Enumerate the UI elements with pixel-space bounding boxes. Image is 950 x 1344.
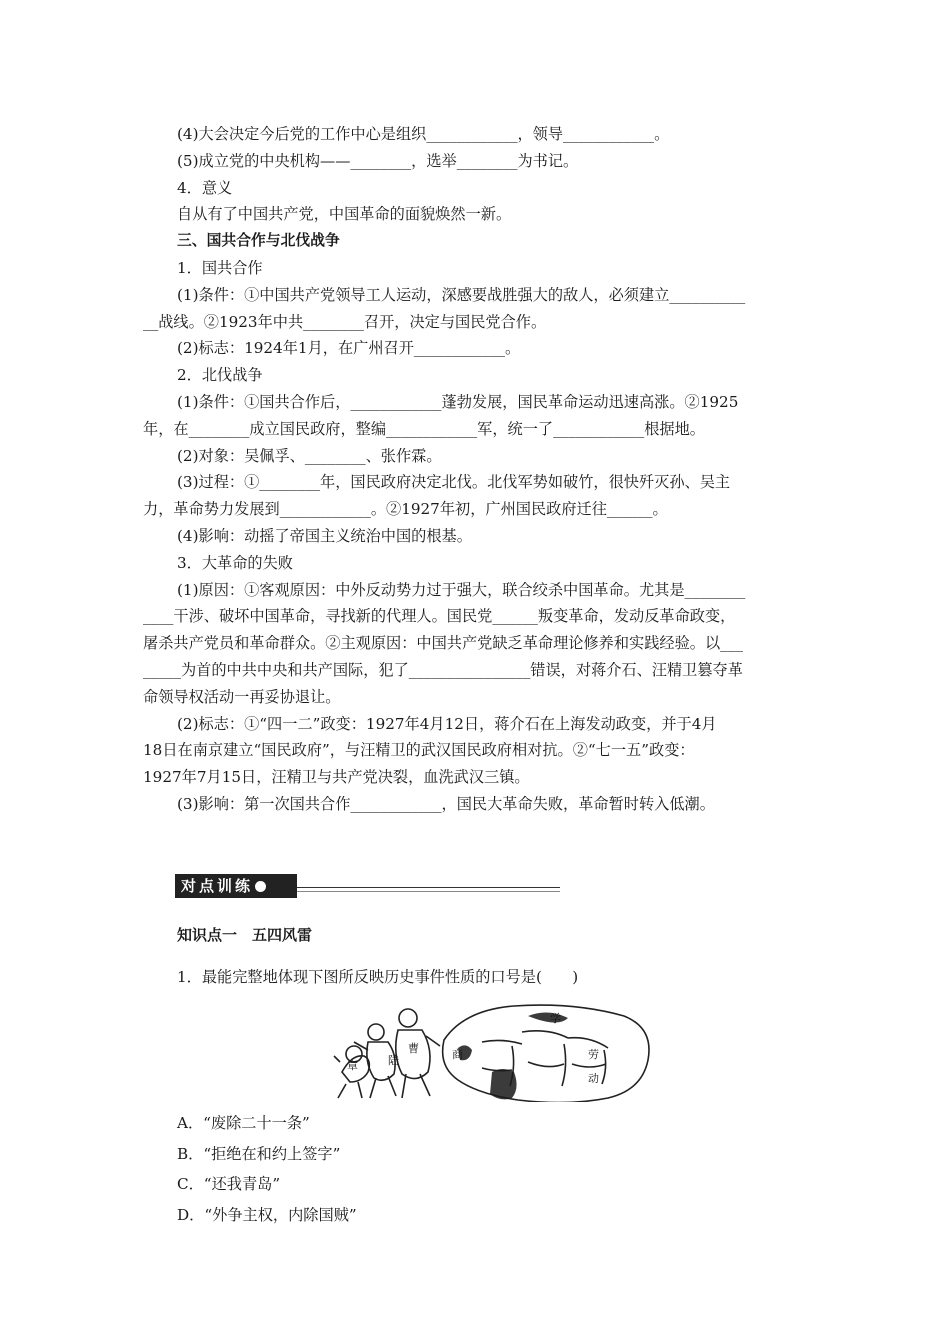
text-line: 自从有了中国共产党，中国革命的面貌焕然一新。	[177, 205, 512, 224]
label-xue: 学	[550, 1012, 561, 1025]
body-text	[143, 121, 807, 818]
option-b[interactable]: B．“拒绝在和约上签字”	[177, 1144, 341, 1163]
option-d[interactable]: D．“外争主权，内除国贼”	[177, 1205, 357, 1224]
text-line: _____为首的中共中央和共产国际，犯了________________错误，对蒋介石、汪精卫篡夺革	[143, 660, 743, 679]
label-shang: 商	[452, 1048, 463, 1061]
text-line: (1)条件：①国共合作后，____________蓬勃发展，国民革命运动迅速高涨。②1925	[177, 392, 739, 411]
banner-dot-icon	[255, 881, 266, 892]
label-cao: 曹	[408, 1042, 419, 1055]
text-line: 年，在________成立国民政府，整编____________军，统一了____________根据地。	[143, 419, 705, 438]
text-line: (2)标志：①“四一二”政变：1927年4月12日，蒋介石在上海发动政变，并于4月	[177, 714, 717, 733]
text-line: (2)标志：1924年1月，在广州召开____________。	[177, 339, 521, 358]
text-line: 1927年7月15日，汪精卫与共产党决裂，血洗武汉三镇。	[143, 768, 530, 787]
text-line: (5)成立党的中央机构——________，选举________为书记。	[177, 151, 579, 170]
text-line: (3)过程：①________年，国民政府决定北伐。北伐军势如破竹，很快歼灭孙、吴主	[177, 473, 731, 492]
fist-cartoon-illustration	[332, 1002, 650, 1102]
text-line: 2．北伐战争	[177, 366, 263, 385]
option-a[interactable]: A．“废除二十一条”	[177, 1114, 310, 1132]
label-zhang: 章	[347, 1059, 358, 1072]
text-line: (4)大会决定今后党的工作中心是组织____________，领导____________。	[177, 125, 670, 143]
text-line: ____干涉、破坏中国革命，寻找新的代理人。国民党______叛变革命，发动反革命政变，	[143, 607, 736, 626]
text-line: (3)影响：第一次国共合作____________，国民大革命失败，革命暂时转入低潮。	[177, 794, 715, 813]
text-line: __战线。②1923年中共________召开，决定与国民党合作。	[143, 312, 547, 331]
banner-text: 对点训练	[181, 877, 254, 895]
section-heading: 三、国共合作与北伐战争	[177, 232, 340, 250]
cartoon-figure	[332, 1002, 650, 1102]
text-line: 命领导权活动一再妥协退让。	[143, 687, 341, 706]
text-line: (2)对象：吴佩孚、________、张作霖。	[177, 446, 442, 465]
knowledge-point-heading: 知识点一 五四风雷	[177, 926, 313, 944]
text-line: 力，革命势力发展到____________。②1927年初，广州国民政府迁往______。	[143, 500, 668, 519]
answer-options	[177, 1108, 357, 1230]
text-line: 18日在南京建立“国民政府”，与汪精卫的武汉国民政府相对抗。②“七一五”政变：	[143, 741, 695, 760]
option-c[interactable]: C．“还我青岛”	[177, 1175, 281, 1193]
label-dong: 动	[588, 1072, 599, 1085]
banner-label	[175, 874, 297, 898]
text-line: 屠杀共产党员和革命群众。②主观原因：中国共产党缺乏革命理论修养和实践经验。以___	[143, 634, 743, 653]
practice-banner	[175, 874, 560, 900]
label-lu: 陆	[388, 1054, 399, 1067]
text-line: (1)原因：①客观原因：中外反动势力过于强大，联合绞杀中国革命。尤其是________	[177, 580, 746, 599]
label-lao: 劳	[588, 1048, 599, 1061]
text-line: 3．大革命的失败	[177, 553, 293, 572]
banner-rule	[297, 887, 560, 888]
banner-rule-thin	[297, 891, 560, 892]
text-line: 4．意义	[177, 178, 233, 197]
text-line: (1)条件：①中国共产党领导工人运动，深感要战胜强大的敌人，必须建立__________	[177, 285, 746, 304]
question-stem: 1．最能完整地体现下图所反映历史事件性质的口号是( )	[177, 968, 579, 986]
text-line: (4)影响：动摇了帝国主义统治中国的根基。	[177, 526, 472, 545]
text-line: 1．国共合作	[177, 258, 263, 277]
